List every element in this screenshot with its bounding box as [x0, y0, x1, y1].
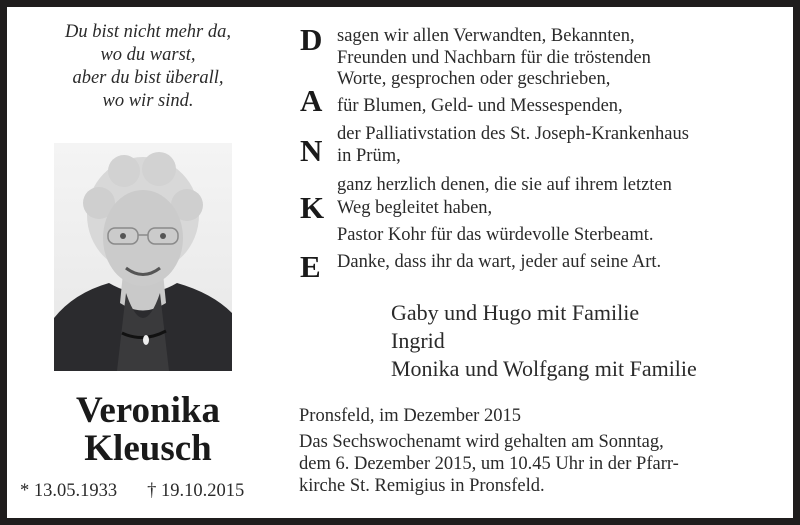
obituary-card — [7, 7, 793, 518]
danke-letter-n: N — [300, 133, 323, 168]
service-notice-line: kirche St. Remigius in Pronsfeld. — [299, 476, 545, 496]
thanks-line: sagen wir allen Verwandten, Bekannten, — [337, 26, 635, 46]
memorial-poem — [17, 21, 279, 113]
family-member: Monika und Wolfgang mit Familie — [391, 356, 697, 381]
portrait-illustration — [54, 143, 232, 371]
danke-letter-d: D — [300, 22, 323, 57]
portrait-photo — [54, 143, 232, 371]
poem-line: Du bist nicht mehr da, — [65, 22, 231, 42]
thanks-line: Weg begleitet haben, — [337, 198, 493, 218]
thanks-line: ganz herzlich denen, die sie auf ihrem letzten — [337, 175, 672, 195]
deceased-name — [17, 392, 279, 468]
service-notice-line: dem 6. Dezember 2015, um 10.45 Uhr in der Pfarr- — [299, 454, 679, 474]
poem-line: aber du bist überall, — [72, 68, 224, 88]
service-notice-line: Das Sechswochenamt wird gehalten am Sonntag, — [299, 432, 664, 452]
danke-letter-k: K — [300, 190, 325, 225]
death-date: † 19.10.2015 — [147, 481, 245, 501]
place-date: Pronsfeld, im Dezember 2015 — [299, 406, 521, 426]
first-name: Veronika — [76, 390, 220, 431]
thanks-line: in Prüm, — [337, 146, 401, 166]
life-dates — [20, 481, 244, 502]
danke-letter-a: A — [300, 83, 323, 118]
poem-line: wo du warst, — [100, 45, 196, 65]
last-name: Kleusch — [84, 428, 212, 469]
thanks-line: Danke, dass ihr da wart, jeder auf seine Art. — [337, 252, 662, 272]
birth-date: * 13.05.1933 — [20, 481, 118, 501]
family-member: Ingrid — [391, 328, 445, 353]
thanks-line: für Blumen, Geld- und Messespenden, — [337, 96, 623, 116]
thanks-line: Pastor Kohr für das würdevolle Sterbeamt. — [337, 225, 654, 245]
danke-letter-e: E — [300, 249, 321, 284]
family-member: Gaby und Hugo mit Familie — [391, 300, 640, 325]
poem-line: wo wir sind. — [102, 91, 194, 111]
thanks-line: Freunden und Nachbarn für die tröstenden — [337, 48, 651, 68]
thanks-line: der Palliativstation des St. Joseph-Krankenhaus — [337, 124, 689, 144]
thanks-line: Worte, gesprochen oder geschrieben, — [337, 69, 611, 89]
